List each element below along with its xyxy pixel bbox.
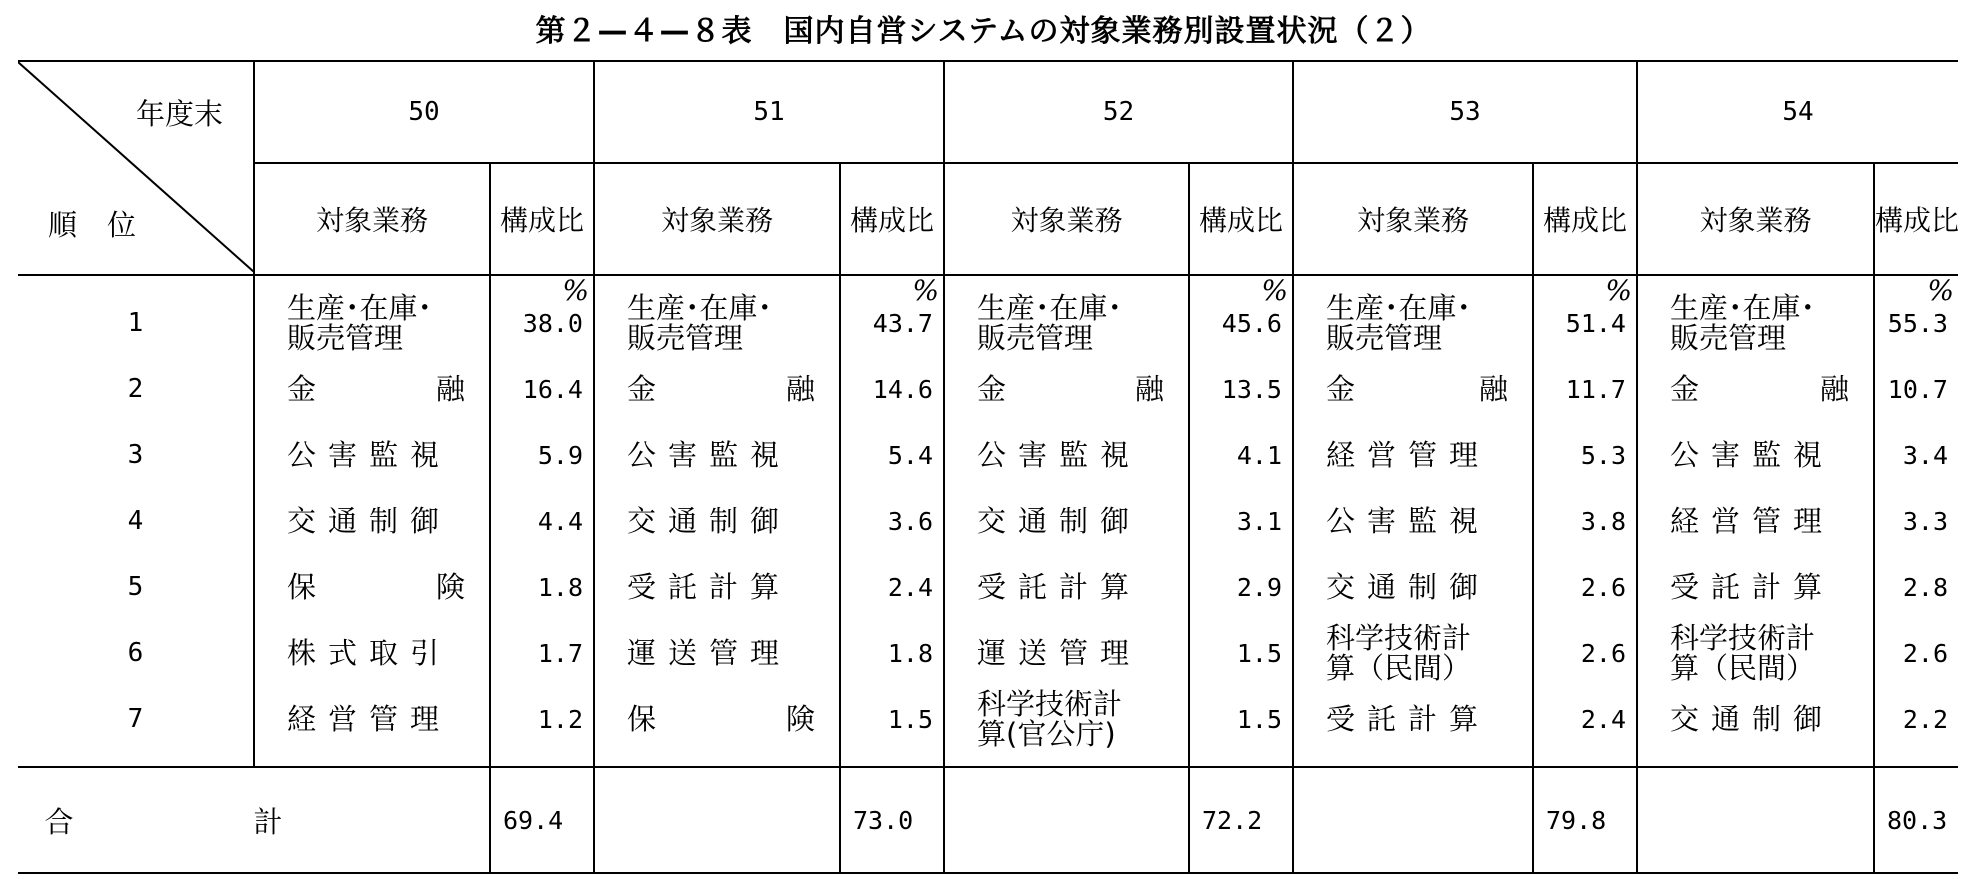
ratio-value: 4.1 [1236, 440, 1282, 470]
corner-header-cell [18, 61, 254, 275]
ratio-value: 38.0 [522, 308, 583, 338]
ratio-cell [840, 422, 944, 488]
ratio-value: 2.6 [1902, 638, 1948, 668]
business-cell: 金融 [1637, 356, 1874, 422]
ratio-value: 2.6 [1580, 572, 1626, 602]
biz-header: 対象業務 [254, 163, 490, 275]
ratio-header: 構成比 [840, 163, 944, 275]
total-blank-cell [1637, 767, 1874, 873]
table-row [18, 686, 1958, 767]
business-cell: 公害監視 [594, 422, 840, 488]
business-cell: 科学技術計 算（民間） [1637, 620, 1874, 686]
ratio-cell [1189, 620, 1293, 686]
total-value: 72.2 [1189, 767, 1293, 873]
business-cell: 受託計算 [594, 554, 840, 620]
ratio-value: 10.7 [1887, 374, 1948, 404]
rank-cell: 5 [127, 572, 144, 602]
rank-cell: 6 [127, 638, 144, 668]
ratio-value: 1.8 [887, 638, 933, 668]
ratio-cell [1189, 422, 1293, 488]
percent-unit: % [1605, 274, 1632, 307]
ratio-cell [840, 686, 944, 767]
total-blank-cell [1293, 767, 1533, 873]
percent-unit: % [1927, 274, 1954, 307]
ratio-value: 4.4 [537, 506, 583, 536]
ratio-cell [1874, 275, 1958, 356]
ratio-cell [490, 554, 594, 620]
business-cell: 生産･在庫･ 販売管理 [1293, 275, 1533, 356]
header-row-columns [18, 163, 1958, 275]
percent-unit: % [1261, 274, 1288, 307]
business-cell: 金融 [944, 356, 1189, 422]
rank-label: 順位 [48, 208, 167, 242]
ratio-value: 1.5 [1236, 704, 1282, 734]
business-cell: 保険 [594, 686, 840, 767]
ratio-value: 2.8 [1902, 572, 1948, 602]
ratio-header: 構成比 [1189, 163, 1293, 275]
business-cell: 公害監視 [254, 422, 490, 488]
percent-unit: % [912, 274, 939, 307]
business-cell: 交通制御 [594, 488, 840, 554]
ratio-value: 3.8 [1580, 506, 1626, 536]
business-cell: 生産･在庫･ 販売管理 [1637, 275, 1874, 356]
year-header-50: 50 [254, 61, 594, 163]
biz-header: 対象業務 [1293, 163, 1533, 275]
year-header-51: 51 [594, 61, 944, 163]
ratio-cell [1533, 275, 1637, 356]
business-cell: 公害監視 [1293, 488, 1533, 554]
rank-cell: 3 [127, 440, 144, 470]
ratio-cell [1189, 686, 1293, 767]
ratio-cell [840, 275, 944, 356]
business-cell: 交通制御 [944, 488, 1189, 554]
ratio-cell [840, 356, 944, 422]
ratio-cell [1533, 554, 1637, 620]
ratio-value: 16.4 [522, 374, 583, 404]
business-cell: 受託計算 [944, 554, 1189, 620]
ratio-cell [1189, 488, 1293, 554]
ratio-value: 2.6 [1580, 638, 1626, 668]
ratio-value: 2.4 [887, 572, 933, 602]
year-header-53: 53 [1293, 61, 1637, 163]
table-row [18, 422, 1958, 488]
business-cell: 生産･在庫･ 販売管理 [944, 275, 1189, 356]
ratio-cell [490, 356, 594, 422]
ratio-cell [1533, 488, 1637, 554]
ratio-value: 2.4 [1580, 704, 1626, 734]
business-cell: 受託計算 [1637, 554, 1874, 620]
ratio-value: 2.2 [1902, 704, 1948, 734]
business-cell: 生産･在庫･ 販売管理 [594, 275, 840, 356]
ratio-value: 5.3 [1580, 440, 1626, 470]
ratio-cell [840, 488, 944, 554]
ratio-cell [490, 275, 594, 356]
ratio-value: 51.4 [1565, 308, 1626, 338]
ratio-cell [490, 620, 594, 686]
total-label: 合計 [44, 804, 463, 839]
business-cell: 科学技術計 算(官公庁) [944, 686, 1189, 767]
rank-cell: 7 [127, 704, 144, 734]
ratio-value: 1.5 [887, 704, 933, 734]
business-cell: 金融 [1293, 356, 1533, 422]
year-end-label: 年度末 [135, 97, 223, 131]
ratio-cell [1189, 275, 1293, 356]
ratio-value: 13.5 [1221, 374, 1282, 404]
total-value: 73.0 [840, 767, 944, 873]
ratio-header: 構成比 [1533, 163, 1637, 275]
business-cell: 経営管理 [1293, 422, 1533, 488]
ratio-header: 構成比 [490, 163, 594, 275]
ratio-cell [840, 554, 944, 620]
total-value: 80.3 [1874, 767, 1958, 873]
ratio-value: 5.9 [537, 440, 583, 470]
ratio-value: 1.7 [537, 638, 583, 668]
business-cell: 公害監視 [944, 422, 1189, 488]
ratio-value: 45.6 [1221, 308, 1282, 338]
business-cell: 交通制御 [1637, 686, 1874, 767]
table-row [18, 554, 1958, 620]
business-cell: 公害監視 [1637, 422, 1874, 488]
ratio-cell [840, 620, 944, 686]
business-cell: 運送管理 [594, 620, 840, 686]
year-header-52: 52 [944, 61, 1293, 163]
rank-cell: 4 [127, 506, 144, 536]
business-cell: 交通制御 [1293, 554, 1533, 620]
ratio-value: 3.1 [1236, 506, 1282, 536]
ratio-cell [1874, 422, 1958, 488]
total-row [18, 767, 1958, 873]
year-header-54: 54 [1637, 61, 1958, 163]
data-table [18, 60, 1958, 874]
rank-cell: 2 [127, 374, 144, 404]
ratio-value: 3.4 [1902, 440, 1948, 470]
ratio-cell [490, 686, 594, 767]
ratio-cell [1874, 686, 1958, 767]
ratio-value: 1.5 [1236, 638, 1282, 668]
ratio-cell [1533, 422, 1637, 488]
table-row [18, 620, 1958, 686]
percent-unit: % [562, 274, 589, 307]
business-cell: 経営管理 [254, 686, 490, 767]
business-cell: 交通制御 [254, 488, 490, 554]
ratio-value: 55.3 [1887, 308, 1948, 338]
business-cell: 株式取引 [254, 620, 490, 686]
business-cell: 科学技術計 算（民間） [1293, 620, 1533, 686]
ratio-cell [1189, 356, 1293, 422]
biz-header: 対象業務 [1637, 163, 1874, 275]
ratio-value: 43.7 [872, 308, 933, 338]
ratio-cell [1874, 488, 1958, 554]
total-blank-cell [944, 767, 1189, 873]
ratio-cell [1874, 356, 1958, 422]
ratio-cell [1874, 620, 1958, 686]
ratio-value: 1.8 [537, 572, 583, 602]
ratio-cell [490, 422, 594, 488]
total-label-cell [18, 767, 490, 873]
ratio-header: 構成比 [1874, 163, 1958, 275]
ratio-cell [490, 488, 594, 554]
table-row [18, 275, 1958, 356]
business-cell: 金融 [254, 356, 490, 422]
biz-header: 対象業務 [594, 163, 840, 275]
ratio-cell [1533, 356, 1637, 422]
ratio-value: 5.4 [887, 440, 933, 470]
ratio-cell [1533, 686, 1637, 767]
total-blank-cell [594, 767, 840, 873]
ratio-value: 1.2 [537, 704, 583, 734]
total-value: 79.8 [1533, 767, 1637, 873]
ratio-value: 3.6 [887, 506, 933, 536]
ratio-value: 14.6 [872, 374, 933, 404]
table-row [18, 488, 1958, 554]
business-cell: 受託計算 [1293, 686, 1533, 767]
total-value: 69.4 [490, 767, 594, 873]
table-title: 第２—４—８表 国内自営システムの対象業務別設置状況（２） [535, 14, 1432, 49]
biz-header: 対象業務 [944, 163, 1189, 275]
business-cell: 運送管理 [944, 620, 1189, 686]
header-row-years [18, 61, 1958, 163]
ratio-value: 3.3 [1902, 506, 1948, 536]
business-cell: 金融 [594, 356, 840, 422]
ratio-cell [1189, 554, 1293, 620]
ratio-value: 2.9 [1236, 572, 1282, 602]
rank-cell: 1 [127, 308, 144, 338]
ratio-value: 11.7 [1565, 374, 1626, 404]
business-cell: 生産･在庫･ 販売管理 [254, 275, 490, 356]
ratio-cell [1874, 554, 1958, 620]
business-cell: 経営管理 [1637, 488, 1874, 554]
ratio-cell [1533, 620, 1637, 686]
business-cell: 保険 [254, 554, 490, 620]
table-row [18, 356, 1958, 422]
